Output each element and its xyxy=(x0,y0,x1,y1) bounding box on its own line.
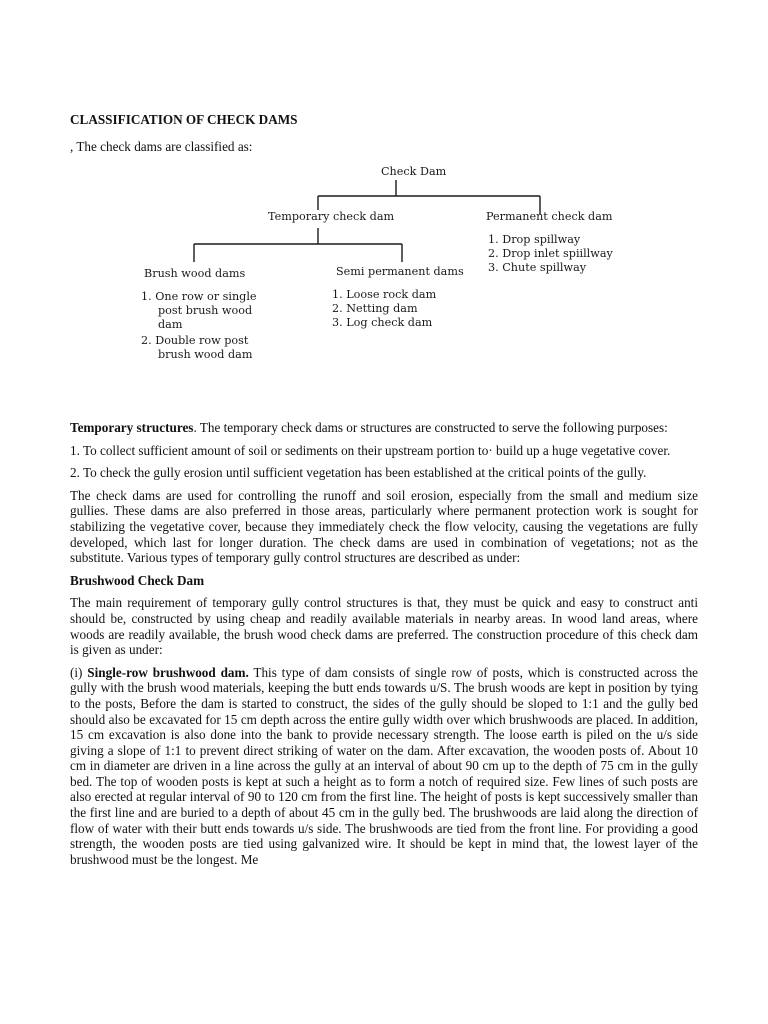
temporary-structures-paragraph xyxy=(70,420,698,436)
single-row-paragraph xyxy=(70,665,698,868)
check-dam-classification-diagram xyxy=(110,158,702,388)
semi-item: 2. Netting dam xyxy=(332,302,418,315)
check-dams-paragraph: The check dams are used for controlling the runoff and soil erosion, especially from the small and medium size gullies. These dams are also preferred in those areas, particularly where permanent protection work is sought for stabilizing the vegetative cover, because they immediately check the flow velocity, causing the vegetations are fully developed, which last for longer duration. The check dams are used in combination of vegetations; not as the substitute. Various types of temporary gully control structures are described as under: xyxy=(70,487,698,566)
single-row-prefix: (i) xyxy=(70,664,88,680)
brush-item: brush wood dam xyxy=(158,348,253,361)
body-text xyxy=(70,420,698,874)
purpose-point-2: 2. To check the gully erosion until sufficient vegetation has been established at the critical points of the gully. xyxy=(70,465,647,481)
brush-item: post brush wood xyxy=(158,304,253,317)
single-row-heading: Single-row brushwood dam. xyxy=(87,664,249,680)
diagram-semi: Semi permanent dams xyxy=(336,265,464,278)
temporary-structures-heading: Temporary structures xyxy=(70,420,194,435)
semi-item: 3. Log check dam xyxy=(332,316,433,329)
brush-item: dam xyxy=(158,318,183,331)
single-row-text: This type of dam consists of single row of posts, which is constructed across the gully with the brush wood materials, keeping the butt ends towards u/S. The brush woods are kept in position by tying to the posts, Before the dam is started to construct, the sides of the gully should be sloped to 1:1 and the gully bed should also be excavated for 15 cm depth across the entire gully width over which brushwoods are placed. In addition, 15 cm excavation is also done into the bank to provide necessary strength. The loose earth is piled on the u/s side giving a slope of 1:1 to prevent direct striking of water on the dam. After excavation, the wooden posts of. About 10 cm in diameter are driven in a line across the gully at an interval of about 90 cm up to the depth of 75 cm in the gully bed. The top of wooden posts is kept at such a height as to form a notch of required size. Few lines of such posts are also erected at regular interval of 90 to 120 cm from the first line. The height of posts is kept successively smaller than the first line and are buried to a depth of about 45 cm in the gully bed. The brushwoods are laid along the direction of flow of water with their butt ends towards u/s side. The brushwoods are tied from the front line. For providing a good strength, the wooden posts are tied using galvanized wire. It should be kept in mind that, the lowest layer of the brushwood must be the longest. Me xyxy=(70,664,699,867)
diagram-brush: Brush wood dams xyxy=(144,267,246,280)
temporary-structures-text: . The temporary check dams or structures are constructed to serve the following purposes: xyxy=(193,420,668,435)
permanent-item: 2. Drop inlet spiillway xyxy=(488,247,613,260)
diagram-temporary: Temporary check dam xyxy=(268,210,395,223)
purpose-point-1: 1. To collect sufficient amount of soil or sediments on their upstream portion to· build up a huge vegetative cover. xyxy=(70,442,671,458)
diagram-permanent: Permanent check dam xyxy=(486,210,613,223)
semi-item: 1. Loose rock dam xyxy=(332,288,437,301)
section-title: CLASSIFICATION OF CHECK DAMS xyxy=(70,112,298,127)
intro-line: , The check dams are classified as: xyxy=(70,139,253,154)
brushwood-heading: Brushwood Check Dam xyxy=(70,572,205,588)
brush-item: 1. One row or single xyxy=(141,290,257,303)
permanent-item: 3. Chute spillway xyxy=(488,261,587,274)
requirement-paragraph: The main requirement of temporary gully control structures is that, they must be quick and easy to construct anti should be, constructed by using cheap and readily available materials in nearby areas. In wood land areas, where woods are readily available, the brush wood check dams are preferred. The construction procedure of this check dam is given as under: xyxy=(70,595,698,658)
brush-item: 2. Double row post xyxy=(141,334,249,347)
permanent-item: 1. Drop spillway xyxy=(488,233,581,246)
diagram-root: Check Dam xyxy=(381,165,447,178)
